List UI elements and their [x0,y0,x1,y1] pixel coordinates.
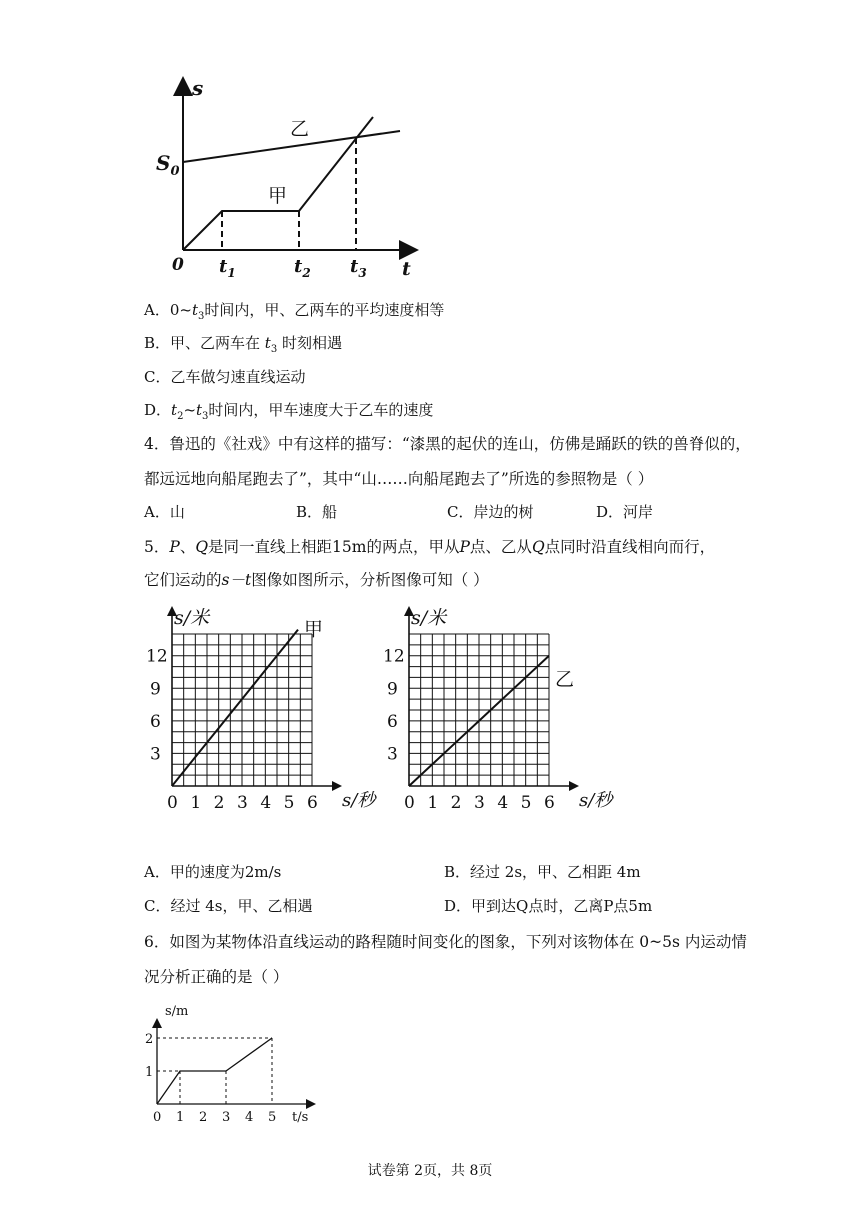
q3-option-b[interactable]: B．甲、乙两车在 $t_3$ 时刻相遇 [144,334,342,355]
x-tick-label: 1 [176,1110,185,1125]
x-tick-label: 1 [190,793,202,813]
label-t2: $t_2$ [294,256,311,280]
q3-option-c[interactable]: C．乙车做匀速直线运动 [144,368,306,386]
q6-line-2: 况分析正确的是（ ） [144,968,289,986]
label-s: s [192,76,204,100]
q3-option-d[interactable]: D．$t_2\sim t_3$时间内，甲车速度大于乙车的速度 [144,401,434,422]
y-tick-label: 9 [387,679,398,700]
x-tick-label: 0 [404,793,415,813]
x-axis-label: s/秒 [342,790,376,811]
q4-option-c[interactable]: C．岸边的树 [447,503,534,521]
label-jia: 甲 [268,185,288,207]
x-axis-label: t/s [292,1110,309,1125]
x-tick-label: 3 [237,793,248,813]
q6-line-1: 6．如图为某物体沿直线运动的路程随时间变化的图象，下列对该物体在 0~5s 内运动情 [144,933,747,951]
x-tick-label: 5 [283,793,295,813]
y-tick-label: 12 [383,646,405,667]
series-label: 乙 [555,668,575,691]
x-tick-label: 6 [544,793,555,813]
q5-option-c[interactable]: C．经过 4s，甲、乙相遇 [144,897,313,915]
label-t3: $t_3$ [350,256,367,280]
x-tick-label: 4 [245,1110,254,1125]
page-footer: 试卷第 2页，共 8页 [367,1163,493,1179]
q4-line-1: 4．鲁迅的《社戏》中有这样的描写：“漆黑的起伏的连山，仿佛是踊跃的铁的兽脊似的， [144,435,751,453]
q3-option-a[interactable]: A．$0\sim t_3$时间内，甲、乙两车的平均速度相等 [144,301,445,322]
x-axis-label: s/秒 [579,790,613,811]
label-s0: $S_0$ [156,151,180,179]
x-tick-label: 5 [520,793,532,813]
y-axis-label: s/米 [411,607,447,629]
y-tick-label: 3 [150,744,161,765]
y-tick-label: 6 [387,711,398,732]
x-tick-label: 4 [260,793,272,813]
q5-option-a[interactable]: A．甲的速度为2m/s [144,863,282,881]
series-label: 甲 [304,618,324,641]
y-tick-label: 3 [387,744,398,765]
q4-option-b[interactable]: B．船 [296,503,338,521]
y-axis-label: s/m [165,1004,189,1019]
q4-line-2: 都远远地向船尾跑去了”，其中“山……向船尾跑去了”所选的参照物是（ ） [144,470,654,488]
x-tick-label: 1 [427,793,439,813]
label-t1: $t_1$ [219,256,236,280]
x-tick-label: 3 [222,1110,231,1125]
y-tick-label: 6 [150,711,161,732]
q4-option-d[interactable]: D．河岸 [596,503,654,521]
q4-option-a[interactable]: A．山 [144,503,185,521]
x-tick-label: 2 [450,793,462,813]
label-t-axis: t [402,258,411,280]
label-yi: 乙 [290,118,310,140]
q5-option-b[interactable]: B．经过 2s，甲、乙相距 4m [444,863,641,881]
y-axis-label: s/米 [174,607,210,629]
x-axis-arrow [306,1099,316,1109]
y-tick-label: 9 [150,679,161,700]
x-tick-label: 0 [153,1110,162,1125]
y-tick-label: 12 [146,646,168,667]
q5-line-1: 5．P、Q是同一直线上相距15m的两点，甲从P点、乙从Q点同时沿直线相向而行， [144,538,716,556]
y-tick-label: 1 [145,1065,154,1080]
x-tick-label: 2 [213,793,225,813]
label-origin: 0 [172,255,184,275]
q5-line-2: 它们运动的s－t图像如图所示，分析图像可知（ ） [144,571,489,589]
y-tick-label: 2 [145,1032,154,1047]
x-tick-label: 2 [199,1110,208,1125]
x-tick-label: 6 [307,793,318,813]
y-axis-arrow [152,1018,162,1028]
series-line [157,1038,272,1104]
q5-option-d[interactable]: D．甲到达Q点时，乙离P点5m [444,897,653,915]
x-tick-label: 4 [497,793,509,813]
x-tick-label: 0 [167,793,178,813]
x-tick-label: 3 [474,793,485,813]
x-tick-label: 5 [268,1110,277,1125]
